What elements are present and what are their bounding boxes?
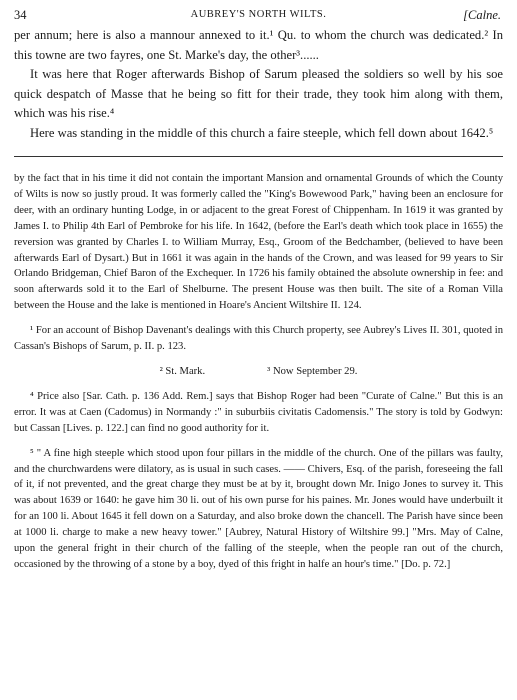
footnote-5: ⁵ " A fine high steeple which stood upon four pillars in the middle of the church. One of the pillars was faulty, and the churchwardens were dilatory, as is usual in such cases. —— Chivers, Esq. of the parish, foreseeing the fall of it, if not prevented, and the great charge they must be at by it, brought down Mr. Inigo Jones to survey it. This was about 1639 or 1640: he gave him 30 li. out of his own purse for his paines. Mr. Jones would have underbuilt it for an 100 li. About 1645 it fell down on a Saturday, and also broke down the chancell. The Parish have since been at 1000 li. charge to make a new heavy tower." [Aubrey, Natural History of Wiltshire 99.] "Mrs. May of Calne, upon the general fright in their church of the falling of the steeple, when the people ran out of the church, occasioned by the throwing of a stone by a boy, dyed of this fright in halfe an hour's time." [Do. p. 72.]: [14, 447, 503, 570]
page-header: [14, 6, 503, 26]
footnote-4: ⁴ Price also [Sar. Cath. p. 136 Add. Rem.] says that Bishop Roger had been "Curate of Calne." But this is an error. It was at Caen (Cadomus) in Normandy :" in suburbiis civitatis Cadomensis." The story is told by Godwyn: but Cassan [Lives. p. 122.] can find no good authority for it.: [14, 390, 503, 434]
footnote-row-2-3: [14, 364, 503, 380]
footnote-1: ¹ For an account of Bishop Davenant's dealings with this Church property, see Aubrey's Lives II. 301, quoted in Cassan's Bishops of Sarum, p. II. p. 123.: [14, 325, 503, 353]
footnote-3: ³ Now September 29.: [267, 365, 358, 377]
section-marker: [Calne.: [463, 8, 501, 22]
main-paragraph-3: Here was standing in the middle of this church a faire steeple, which fell down about 1642.⁵: [30, 125, 494, 140]
footnotes: [14, 171, 503, 573]
footnote-2: ² St. Mark.: [159, 365, 206, 377]
page-number: 34: [14, 8, 27, 22]
main-text: [14, 26, 503, 143]
footnote-continuation: by the fact that in his time it did not contain the important Mansion and ornamental Grounds of which the County of Wilts is now so justly proud. It was formerly called the "King's Bowewood Park," having been an enclosure for deer, with an ordinary hunting Lodge, in or adjacent to the great Forest of Chippenham. In 1619 it was granted by James I. to Philip 4th Earl of Pembroke for his life. In 1642, (before the Earl's death which took place in 1655) the reversion was granted by Charles I. to William Murray, Esq., Groom of the Bedchamber, (believed to have been afterwards Earl of Dysart.) But in 1661 it was again in the hands of the Crown, and was leased for 99 years to Sir Orlando Bridgeman, Chief Baron of the Exchequer. In 1726 his family obtained the absolute ownership in fee: and soon afterwards sold it to the Earl of Shelburne. The present House was then built. The site of a Roman Villa between the House and the lake is mentioned in Hoare's Ancient Wiltshire II. 124.: [14, 173, 503, 312]
main-paragraph-1: per annum; here is also a mannour annexed to it.¹ Qu. to whom the church was dedicated.² In this towne are two fayres, one St. Marke's day, the other³......: [14, 28, 503, 62]
main-paragraph-2: It was here that Roger afterwards Bishop of Sarum pleased the soldiers so well by his soe quick despatch of Masse that he being so fitt for their trade, they took him along with them, which was his rise.⁴: [14, 67, 503, 120]
footnote-divider: [14, 156, 503, 157]
running-title: AUBREY'S NORTH WILTS.: [190, 9, 327, 20]
